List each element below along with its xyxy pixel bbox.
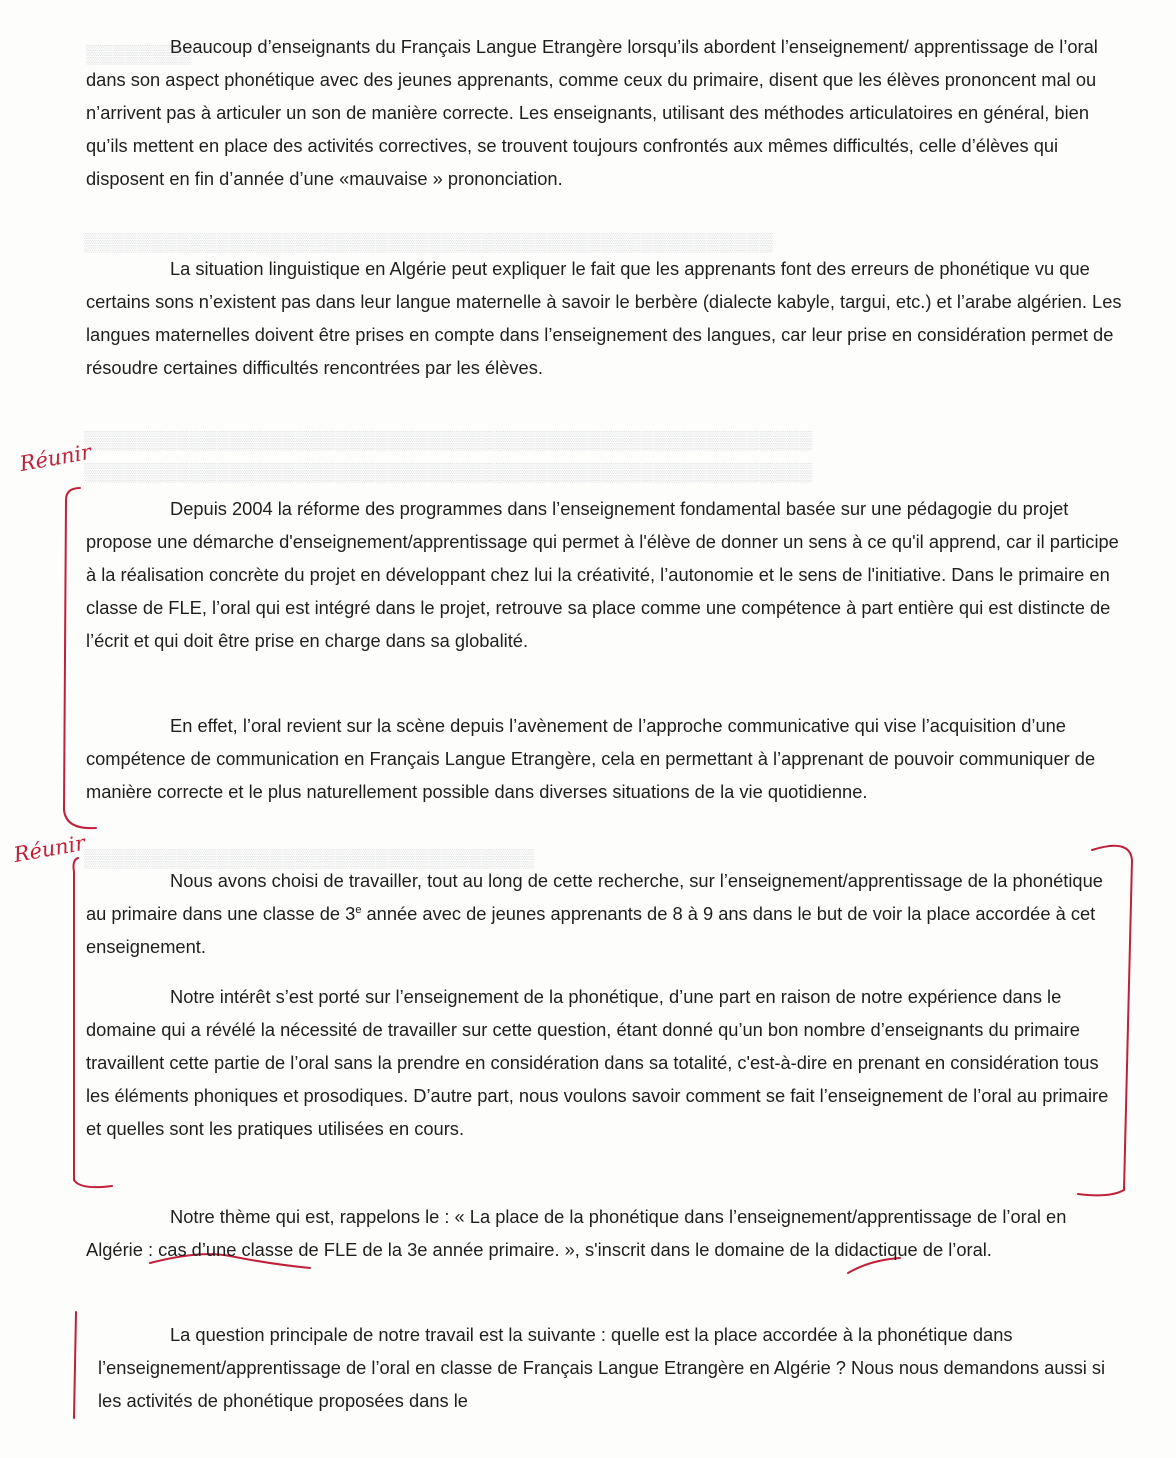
margin-note-reunir-2: Réunir [11,830,87,867]
paragraph-1: Beaucoup d’enseignants du Français Langue Etrangère lorsqu’ils abordent l’enseignement/ apprentissage de l’oral dans son aspect phonétique avec des jeunes apprenants, comme ceux du primaire, disent que les élèves prononcent mal ou n’arrivent pas à articuler un son de manière correcte. Les enseignants, utilisant des méthodes articulatoires en général, bien qu’ils mettent en place des activités correctives, se trouvent toujours confrontés aux mêmes difficultés, celle d’élèves qui disposent en fin d’année d’une «mauvaise » prononciation. [86,36,1098,189]
bleed-through-text: ▒▒▒▒▒▒▒▒▒▒▒▒▒▒▒▒▒▒▒▒▒▒▒▒▒▒▒▒▒▒▒▒▒▒▒▒▒▒▒▒▒▒▒▒▒▒▒▒▒▒▒▒ [84,232,774,252]
paragraph-5: Nous avons choisi de travailler, tout au long de cette recherche, sur l’enseignement/apprentissage de la phonétique au primaire dans une classe de 3e année avec de jeunes apprenants de 8 à 9 ans dans le but de voir la place accordée à cet enseignement. [86,870,1103,957]
bleed-through-text: ▒▒▒▒▒▒▒▒ [86,44,193,64]
left-bracket-3 [74,1312,76,1418]
bleed-through-text: ▒▒▒▒▒▒▒▒▒▒▒▒▒▒▒▒▒▒▒▒▒▒▒▒▒▒▒▒▒▒▒▒▒▒ [84,848,535,868]
paragraph-7: Notre thème qui est, rappelons le : « La place de la phonétique dans l’enseignement/apprentissage de l’oral en Algérie : cas d’une classe de FLE de la 3e année primaire. », s'inscrit dans le domaine de la didactique de l’oral. [86,1206,1067,1260]
bleed-through-text: ▒▒▒▒▒▒▒▒▒▒▒▒▒▒▒▒▒▒▒▒▒▒▒▒▒▒▒▒▒▒▒▒▒▒▒▒▒▒▒▒▒▒▒▒▒▒▒▒▒▒▒▒▒▒▒ [84,462,813,482]
paragraph-8: La question principale de notre travail est la suivante : quelle est la place accordée à la phonétique dans l’enseignement/apprentissage de l’oral en classe de Français Langue Etrangère en Algérie ? Nous nous demandons aussi si les activités de phonétique proposées dans le [98,1324,1106,1411]
superscript: e [355,903,362,916]
paragraph-2: La situation linguistique en Algérie peut expliquer le fait que les apprenants font des erreurs de phonétique vu que certains sons n’existent pas dans leur langue maternelle à savoir le berbère (dialecte kabyle, targui, etc.) et l’arabe algérien. Les langues maternelles doivent être prises en compte dans l’enseignement des langues, car leur prise en considération permet de résoudre certaines difficultés rencontrées par les élèves. [86,258,1122,378]
paragraph-3: Depuis 2004 la réforme des programmes dans l’enseignement fondamental basée sur une pédagogie du projet propose une démarche d'enseignement/apprentissage qui permet à l'élève de donner un sens à ce qu'il apprend, car il participe à la réalisation concrète du projet en développant chez lui la créativité, l’autonomie et le sens de l'initiative. Dans le primaire en classe de FLE, l’oral qui est intégré dans le projet, retrouve sa place comme une compétence à part entière qui est distincte de l’écrit et qui doit être prise en charge dans sa globalité. [86,498,1119,651]
bleed-through-text: ▒▒▒▒▒▒▒▒▒▒▒▒▒▒▒▒▒▒▒▒▒▒▒▒▒▒▒▒▒▒▒▒▒▒▒▒▒▒▒▒▒▒▒▒▒▒▒▒▒▒▒▒▒▒▒ [84,430,813,450]
paragraph-6: Notre intérêt s’est porté sur l’enseignement de la phonétique, d’une part en raison de notre expérience dans le domaine qui a révélé la nécessité de travailler sur cette question, étant donné qu’un bon nombre d’enseignants du primaire travaillent cette partie de l’oral sans la prendre en considération dans sa totalité, c'est-à-dire en prenant en considération tous les éléments phoniques et prosodiques. D’autre part, nous voulons savoir comment se fait l’enseignement de l’oral au primaire et quelles sont les pratiques utilisées en cours. [86,986,1109,1139]
margin-note-reunir-1: Réunir [17,439,93,476]
paragraph-4: En effet, l’oral revient sur la scène depuis l’avènement de l’approche communicative qui vise l’acquisition d’une compétence de communication en Français Langue Etrangère, cela en permettant à l’apprenant de pouvoir communiquer de manière correcte et le plus naturellement possible dans diverses situations de la vie quotidienne. [86,715,1096,802]
